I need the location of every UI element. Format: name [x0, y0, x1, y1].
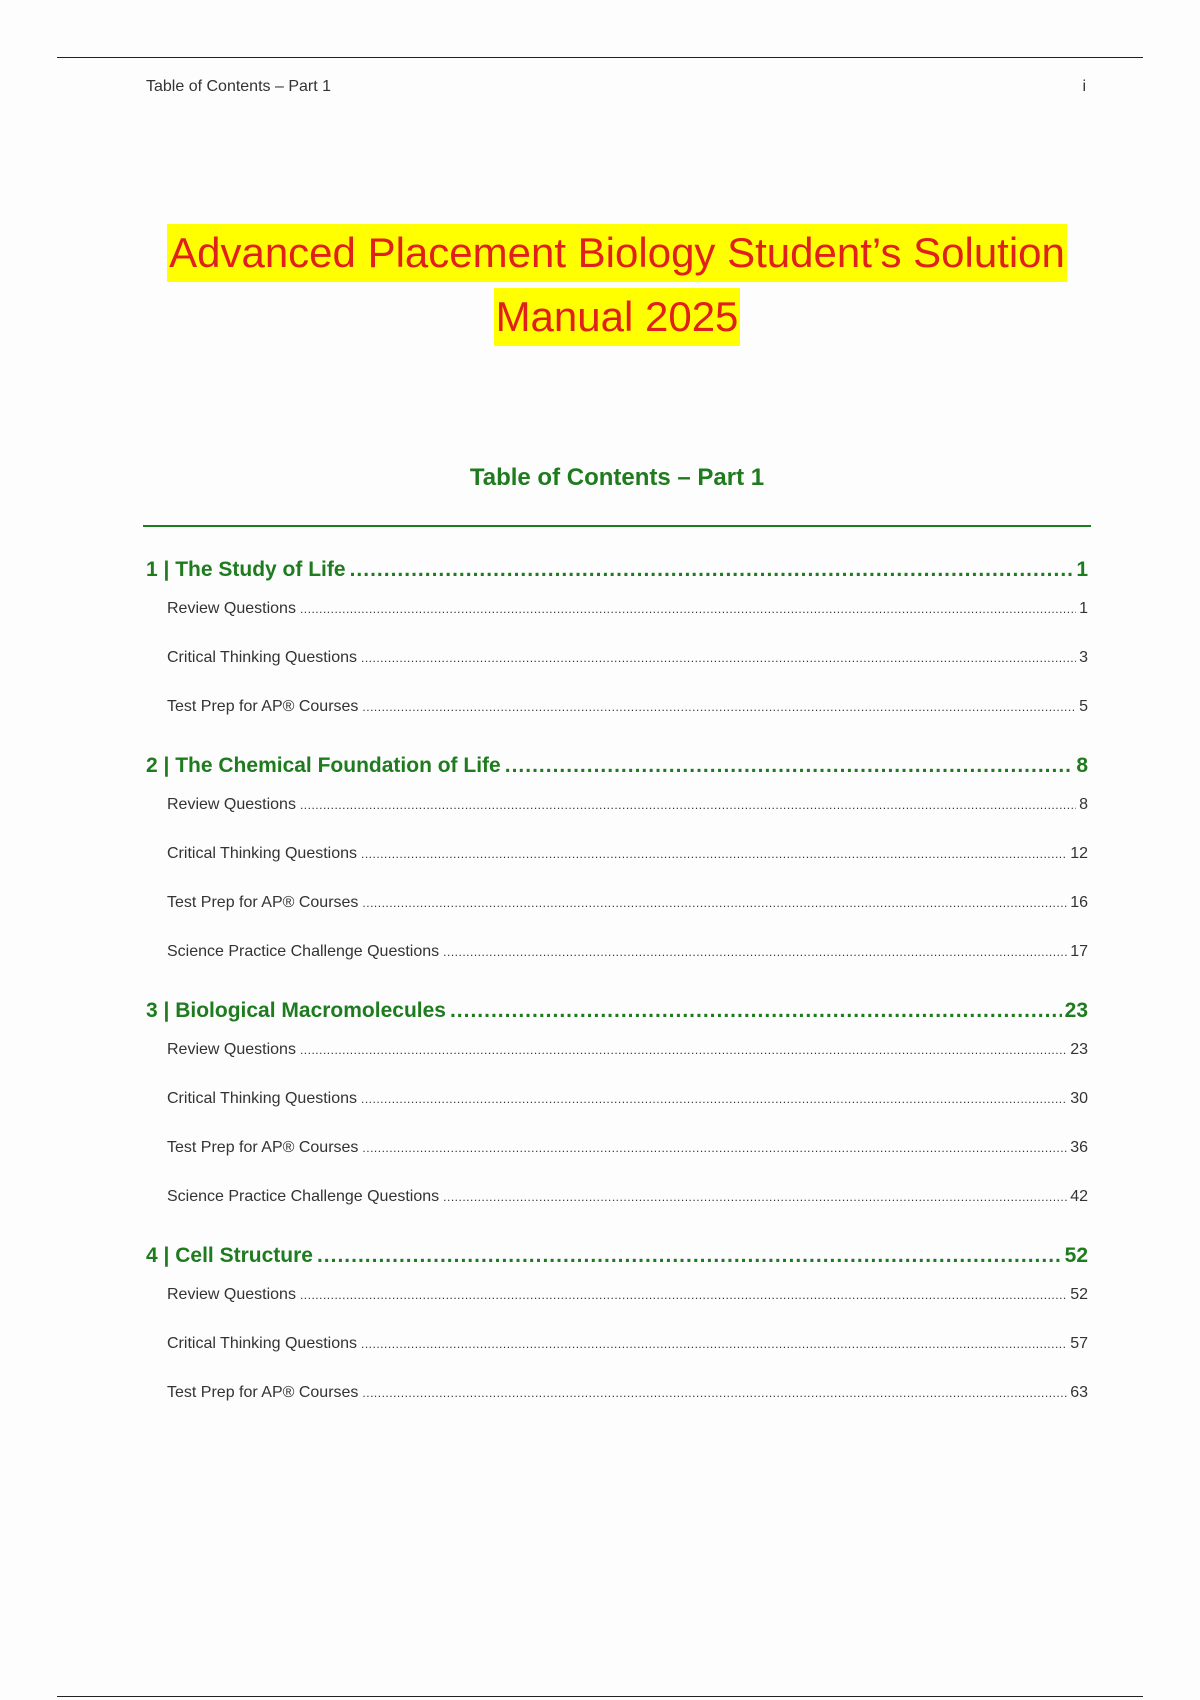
toc-entry-page-number: 1 — [1076, 558, 1088, 581]
toc-section-entry[interactable] — [146, 1139, 1088, 1188]
page-top-rule — [57, 57, 1143, 58]
toc-entry-label: Critical Thinking Questions — [167, 1090, 358, 1107]
toc-entry-label: Critical Thinking Questions — [167, 845, 358, 862]
toc-entry-label: Review Questions — [167, 600, 296, 617]
toc-entry-page-number: 52 — [1064, 1244, 1088, 1267]
toc-section-entry[interactable] — [146, 943, 1088, 992]
toc-dot-leader — [362, 894, 1067, 912]
document-title — [100, 224, 1134, 352]
toc-section-entry[interactable] — [146, 698, 1088, 747]
toc-entry-label: Science Practice Challenge Questions — [167, 1188, 440, 1205]
toc-entry-page-number: 17 — [1070, 943, 1088, 960]
toc-entry-label: 1 | The Study of Life — [146, 558, 346, 581]
toc-entry-page-number: 23 — [1064, 999, 1088, 1022]
toc-dot-leader — [300, 796, 1076, 814]
toc-entry-page-number: 52 — [1070, 1286, 1088, 1303]
toc-dot-leader — [362, 1384, 1067, 1402]
toc-list — [146, 551, 1088, 1433]
toc-chapter-entry[interactable] — [146, 1237, 1088, 1286]
toc-entry-label: Test Prep for AP® Courses — [167, 894, 359, 911]
toc-entry-page-number: 5 — [1079, 698, 1088, 715]
toc-entry-label: 2 | The Chemical Foundation of Life — [146, 754, 501, 777]
page-bottom-rule — [57, 1696, 1143, 1697]
document-title-line-2: Manual 2025 — [494, 288, 741, 346]
toc-section-entry[interactable] — [146, 894, 1088, 943]
toc-entry-label: Science Practice Challenge Questions — [167, 943, 440, 960]
page-number: i — [1082, 78, 1086, 95]
toc-dot-leader — [361, 649, 1076, 667]
toc-dot-leader — [361, 1090, 1067, 1108]
toc-entry-page-number: 57 — [1070, 1335, 1088, 1352]
toc-dot-leader — [300, 1286, 1067, 1304]
toc-entry-label: Test Prep for AP® Courses — [167, 698, 359, 715]
toc-heading-rule — [143, 525, 1091, 527]
toc-heading: Table of Contents – Part 1 — [469, 464, 765, 491]
toc-entry-label: Test Prep for AP® Courses — [167, 1384, 359, 1401]
toc-entry-page-number: 12 — [1070, 845, 1088, 862]
toc-dot-leader — [443, 1188, 1067, 1206]
toc-entry-page-number: 42 — [1070, 1188, 1088, 1205]
toc-dot-leader — [300, 600, 1076, 618]
toc-entry-page-number: 1 — [1079, 600, 1088, 617]
toc-entry-label: 4 | Cell Structure — [146, 1244, 313, 1267]
toc-entry-page-number: 30 — [1070, 1090, 1088, 1107]
toc-dot-leader — [362, 698, 1076, 716]
toc-entry-page-number: 36 — [1070, 1139, 1088, 1156]
toc-entry-page-number: 23 — [1070, 1041, 1088, 1058]
toc-dot-leader — [361, 1335, 1067, 1353]
toc-dot-leader — [443, 943, 1067, 961]
toc-chapter-entry[interactable] — [146, 551, 1088, 600]
toc-dot-leader — [361, 845, 1067, 863]
toc-chapter-entry[interactable] — [146, 992, 1088, 1041]
toc-section-entry[interactable] — [146, 1384, 1088, 1433]
toc-section-entry[interactable] — [146, 1041, 1088, 1090]
toc-entry-label: Critical Thinking Questions — [167, 649, 358, 666]
toc-dot-leader — [450, 992, 1062, 1030]
document-title-line-1: Advanced Placement Biology Student’s Solution — [167, 224, 1067, 282]
toc-dot-leader — [505, 747, 1074, 785]
toc-section-entry[interactable] — [146, 600, 1088, 649]
toc-entry-page-number: 63 — [1070, 1384, 1088, 1401]
running-header-title: Table of Contents – Part 1 — [146, 78, 331, 95]
toc-section-entry[interactable] — [146, 1286, 1088, 1335]
toc-section-entry[interactable] — [146, 796, 1088, 845]
toc-dot-leader — [317, 1237, 1062, 1275]
toc-section-entry[interactable] — [146, 649, 1088, 698]
toc-entry-label: Review Questions — [167, 796, 296, 813]
running-header — [146, 78, 1086, 96]
toc-dot-leader — [362, 1139, 1067, 1157]
toc-section-entry[interactable] — [146, 1188, 1088, 1237]
toc-entry-label: 3 | Biological Macromolecules — [146, 999, 446, 1022]
toc-entry-label: Critical Thinking Questions — [167, 1335, 358, 1352]
toc-entry-label: Review Questions — [167, 1041, 296, 1058]
toc-chapter-entry[interactable] — [146, 747, 1088, 796]
toc-entry-page-number: 8 — [1076, 754, 1088, 777]
toc-dot-leader — [350, 551, 1074, 589]
toc-entry-label: Test Prep for AP® Courses — [167, 1139, 359, 1156]
toc-dot-leader — [300, 1041, 1067, 1059]
toc-section-entry[interactable] — [146, 845, 1088, 894]
toc-section-entry[interactable] — [146, 1335, 1088, 1384]
toc-entry-page-number: 16 — [1070, 894, 1088, 911]
toc-entry-page-number: 8 — [1079, 796, 1088, 813]
toc-entry-page-number: 3 — [1079, 649, 1088, 666]
toc-entry-label: Review Questions — [167, 1286, 296, 1303]
toc-section-entry[interactable] — [146, 1090, 1088, 1139]
